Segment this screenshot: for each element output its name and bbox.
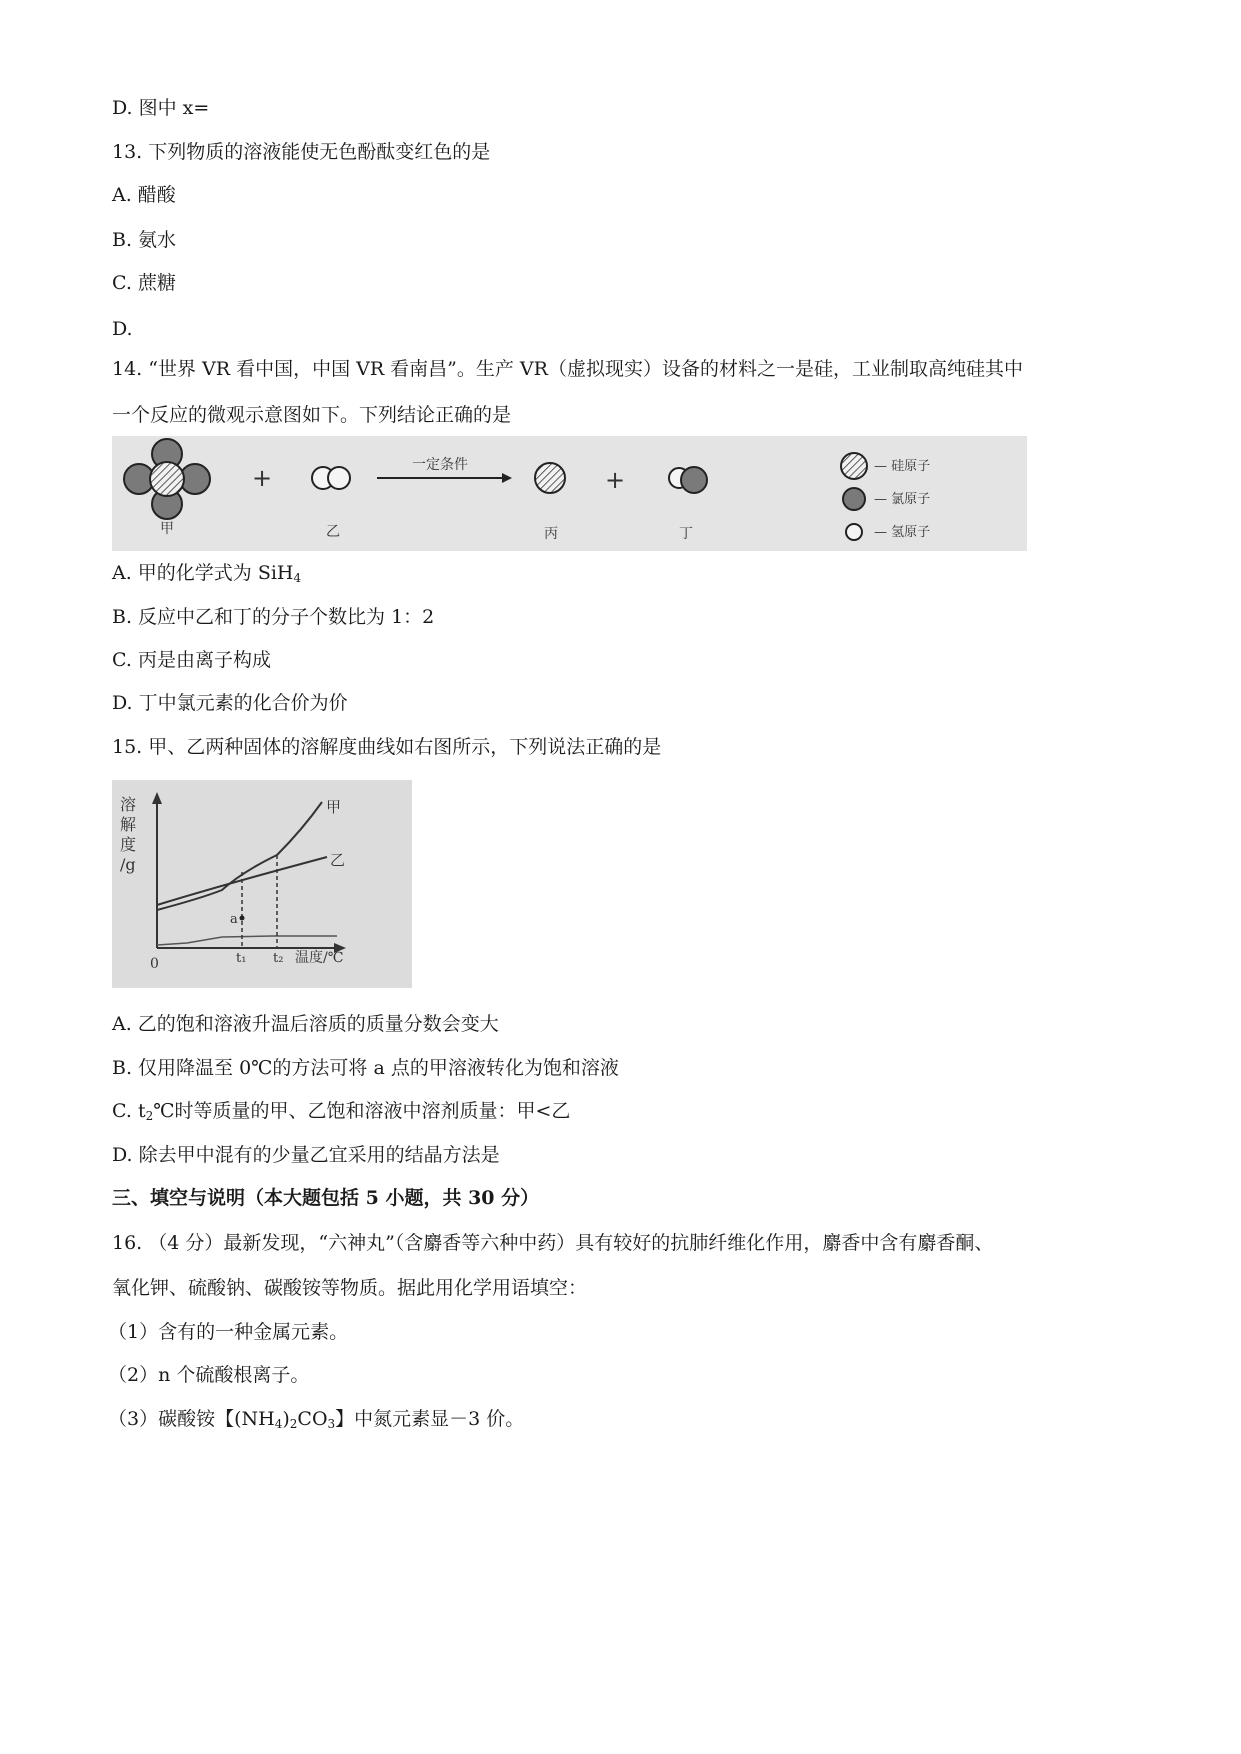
q16-part-3-mid: ): [282, 1408, 290, 1430]
legend-hydrogen-swatch: [846, 524, 862, 540]
q16-stem-line2: 氧化钾、硫酸钠、碳酸铵等物质。据此用化学用语填空：: [112, 1277, 588, 1299]
q15-option-a: A. 乙的饱和溶液升温后溶质的质量分数会变大: [112, 1013, 499, 1035]
curve-yi-label: 乙: [330, 851, 346, 869]
reaction-diagram: [112, 436, 1027, 551]
plus-sign-2: +: [605, 466, 626, 494]
legend: [841, 453, 930, 540]
y-label-char-1: 溶: [120, 795, 137, 814]
q13-stem: 13. 下列物质的溶液能使无色酚酞变红色的是: [112, 141, 491, 163]
q16-stem-line1: 16. （4 分）最新发现，“六神丸”（含麝香等六种中药）具有较好的抗肺纤维化作用，麝香中含有麝香酮、: [112, 1232, 994, 1254]
molecule-ding: [669, 467, 707, 493]
x-axis-label: 温度/℃: [295, 950, 344, 966]
y-label-char-2: 解: [120, 815, 137, 834]
solubility-graph-svg: [112, 780, 412, 988]
q14-option-c: C. 丙是由离子构成: [112, 649, 271, 671]
legend-silicon-label: — 硅原子: [874, 459, 931, 474]
q13-option-d: D.: [112, 318, 133, 340]
q15-option-c-post: ℃时等质量的甲、乙饱和溶液中溶剂质量：甲<乙: [153, 1100, 571, 1122]
y-label-char-3: 度: [120, 835, 137, 854]
label-ding: 丁: [679, 526, 693, 542]
legend-silicon-swatch: [841, 453, 867, 479]
q16-part-3-mid2: CO: [297, 1408, 328, 1430]
q16-part-2: （2）n 个硫酸根离子。: [108, 1364, 310, 1386]
q15-option-b: B. 仅用降温至 0℃的方法可将 a 点的甲溶液转化为饱和溶液: [112, 1057, 619, 1079]
t1-label: t₁: [236, 951, 247, 966]
reaction-diagram-svg: [112, 436, 1027, 551]
q15-option-c-pre: C. t: [112, 1100, 146, 1122]
y-label-char-4: /g: [120, 855, 136, 874]
label-jia: 甲: [160, 521, 174, 537]
legend-hydrogen-label: — 氢原子: [874, 525, 931, 540]
q15-option-d: D. 除去甲中混有的少量乙宜采用的结晶方法是: [112, 1144, 500, 1166]
q14-option-a-text: A. 甲的化学式为 SiH: [112, 562, 294, 584]
origin-label: 0: [150, 956, 159, 972]
q15-option-c-subscript: 2: [145, 1109, 154, 1123]
q13-option-b: B. 氨水: [112, 229, 177, 251]
legend-chlorine-label: — 氯原子: [874, 492, 931, 507]
t2-label: t₂: [273, 951, 284, 966]
q16-part-3-sub-2: 2: [289, 1417, 298, 1431]
reaction-arrow: [377, 457, 512, 483]
baseline-curve: [157, 936, 337, 945]
q16-part-3: [108, 1407, 524, 1436]
q16-part-3-sub-1: 4: [274, 1417, 283, 1431]
plus-sign-1: +: [252, 464, 273, 492]
q16-part-3-post: 】中氮元素显－3 价。: [335, 1408, 525, 1430]
arrow-condition-label: 一定条件: [412, 457, 468, 473]
section-3-title: 三、填空与说明（本大题包括 5 小题，共 30 分）: [112, 1187, 540, 1209]
solubility-graph: [112, 780, 412, 988]
q14-stem-line1: 14. “世界 VR 看中国，中国 VR 看南昌”。生产 VR（虚拟现实）设备的材料之一是硅，工业制取高纯硅其中: [112, 358, 1023, 380]
curve-jia: [157, 802, 322, 910]
label-yi: 乙: [326, 524, 340, 540]
q13-option-a: A. 醋酸: [112, 184, 176, 206]
point-a: [240, 916, 245, 921]
q14-option-a: [112, 561, 301, 590]
molecule-yi: [312, 467, 350, 489]
q14-option-d: D. 丁中氯元素的化合价为价: [112, 692, 348, 714]
q13-option-c: C. 蔗糖: [112, 272, 176, 294]
label-bing: 丙: [544, 526, 558, 542]
q12-option-d: D. 图中 x=: [112, 97, 210, 119]
q16-part-3-pre: （3）碳酸铵【(NH: [108, 1408, 275, 1430]
q16-part-1: （1）含有的一种金属元素。: [108, 1321, 349, 1343]
q14-option-b: B. 反应中乙和丁的分子个数比为 1：2: [112, 606, 435, 628]
molecule-bing: [535, 463, 565, 493]
q15-stem: 15. 甲、乙两种固体的溶解度曲线如右图所示，下列说法正确的是: [112, 736, 662, 758]
legend-chlorine-swatch: [843, 488, 865, 510]
molecule-jia: [124, 439, 210, 519]
q14-option-a-subscript: 4: [293, 571, 302, 585]
q14-stem-line2: 一个反应的微观示意图如下。下列结论正确的是: [112, 404, 512, 426]
q15-option-c: [112, 1099, 570, 1128]
q16-part-3-sub-3: 3: [327, 1417, 336, 1431]
point-a-label: a: [230, 912, 238, 927]
curve-jia-label: 甲: [326, 798, 342, 816]
